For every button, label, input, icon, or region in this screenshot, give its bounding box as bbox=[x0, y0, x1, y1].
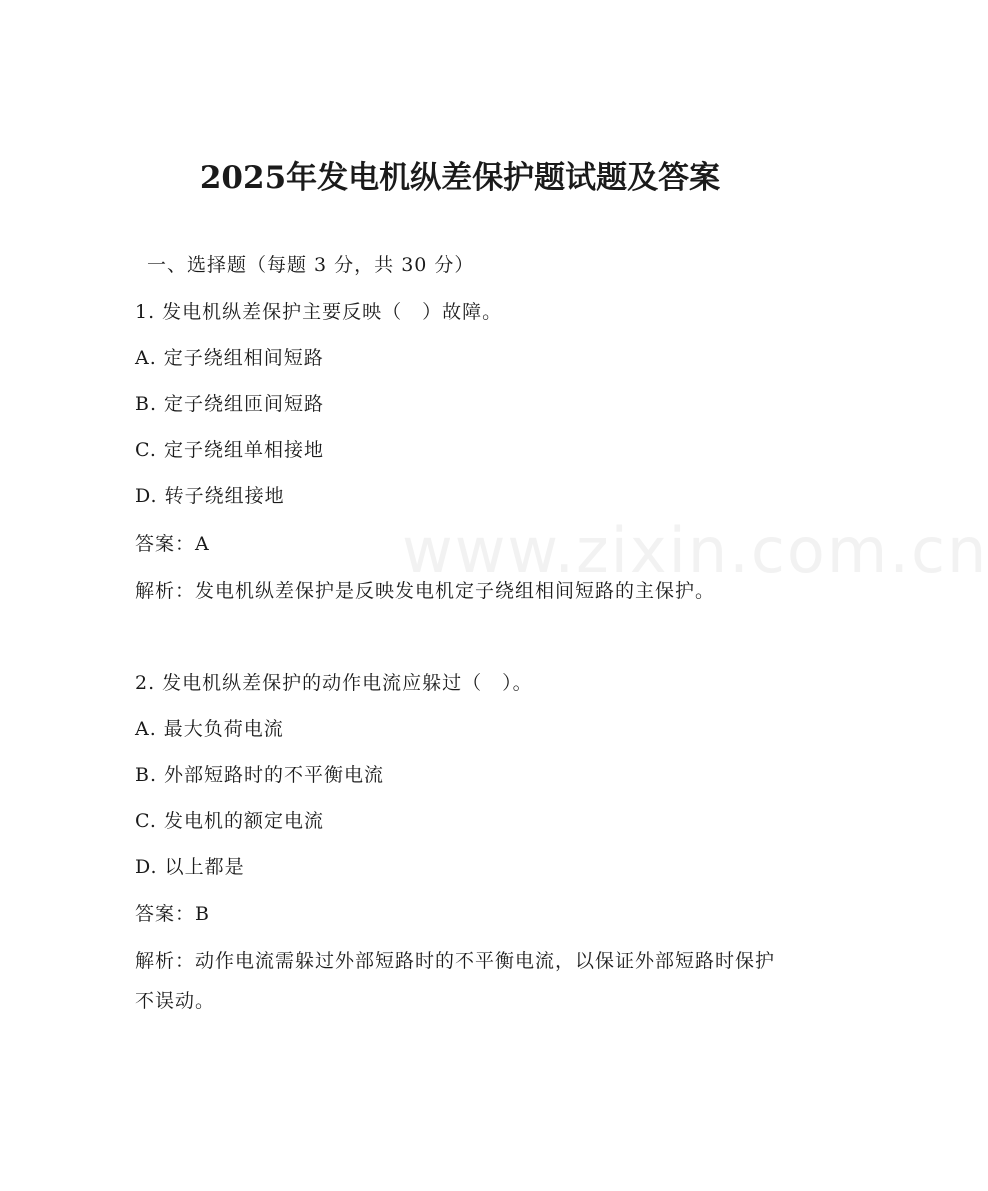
question-2-option-b: B. 外部短路时的不平衡电流 bbox=[135, 764, 385, 786]
question-2-option-a: A. 最大负荷电流 bbox=[135, 718, 284, 740]
question-1-option-c: C. 定子绕组单相接地 bbox=[135, 439, 324, 461]
question-2-option-c: C. 发电机的额定电流 bbox=[135, 810, 324, 832]
question-1-option-a: A. 定子绕组相间短路 bbox=[135, 347, 324, 369]
question-1-answer: 答案：A bbox=[135, 533, 210, 555]
document-title: 2025年发电机纵差保护题试题及答案 bbox=[199, 160, 721, 196]
question-2-explanation: 解析：动作电流需躲过外部短路时的不平衡电流，以保证外部短路时保护不误动。 bbox=[135, 950, 776, 1012]
watermark: www.zixin.com.cn bbox=[402, 514, 988, 587]
question-2-stem: 2. 发电机纵差保护的动作电流应躲过（ ）。 bbox=[135, 672, 533, 694]
question-2-option-d: D. 以上都是 bbox=[135, 856, 245, 878]
question-1-stem: 1. 发电机纵差保护主要反映（ ）故障。 bbox=[135, 301, 503, 323]
question-1-option-b: B. 定子绕组匝间短路 bbox=[135, 393, 325, 415]
question-2-answer: 答案：B bbox=[135, 903, 210, 925]
question-1-explanation: 解析：发电机纵差保护是反映发电机定子绕组相间短路的主保护。 bbox=[135, 580, 716, 602]
section-heading: 一、选择题（每题 3 分，共 30 分） bbox=[147, 254, 475, 276]
question-1-option-d: D. 转子绕组接地 bbox=[135, 485, 285, 507]
